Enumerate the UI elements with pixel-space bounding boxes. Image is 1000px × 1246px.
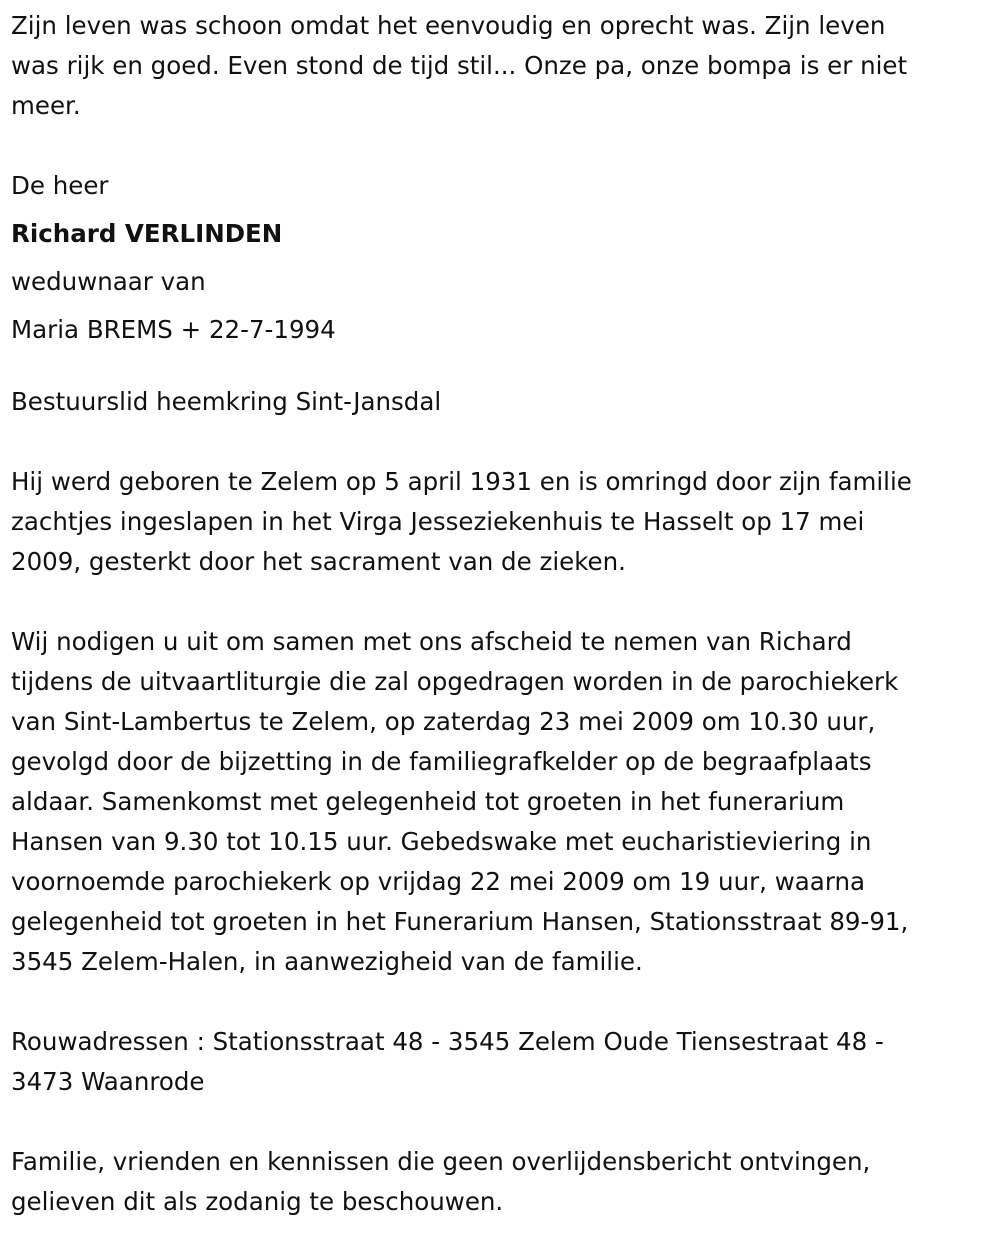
addresses-paragraph — [11, 1022, 988, 1102]
invitation-line: aldaar. Samenkomst met gelegenheid tot groeten in het funerarium — [11, 787, 845, 816]
invitation-line: 3545 Zelem-Halen, in aanwezigheid van de familie. — [11, 947, 643, 976]
intro-line: was rijk en goed. Even stond de tijd stil... Onze pa, onze bompa is er niet — [11, 51, 908, 80]
closing-line: gelieven dit als zodanig te beschouwen. — [11, 1187, 504, 1216]
relation: weduwnaar van — [11, 267, 206, 296]
invitation-line: tijdens de uitvaartliturgie die zal opgedragen worden in de parochiekerk — [11, 667, 899, 696]
closing-paragraph — [11, 1142, 988, 1222]
invitation-line: van Sint-Lambertus te Zelem, op zaterdag 23 mei 2009 om 10.30 uur, — [11, 707, 876, 736]
deceased-name: Richard VERLINDEN — [11, 219, 283, 248]
birth-death-paragraph — [11, 462, 988, 582]
invitation-line: Wij nodigen u uit om samen met ons afscheid te nemen van Richard — [11, 627, 852, 656]
birth-death-line: zachtjes ingeslapen in het Virga Jesseziekenhuis te Hasselt op 17 mei — [11, 507, 865, 536]
intro-line: Zijn leven was schoon omdat het eenvoudig en oprecht was. Zijn leven — [11, 11, 886, 40]
addresses-line: Rouwadressen : Stationsstraat 48 - 3545 Zelem Oude Tiensestraat 48 - — [11, 1027, 884, 1056]
invitation-line: voornoemde parochiekerk op vrijdag 22 mei 2009 om 19 uur, waarna — [11, 867, 866, 896]
birth-death-line: 2009, gesterkt door het sacrament van de zieken. — [11, 547, 626, 576]
invitation-line: Hansen van 9.30 tot 10.15 uur. Gebedswake met eucharistieviering in — [11, 827, 872, 856]
invitation-line: gelegenheid tot groeten in het Funerarium Hansen, Stationsstraat 89-91, — [11, 907, 909, 936]
honorific: De heer — [11, 171, 109, 200]
birth-death-line: Hij werd geboren te Zelem op 5 april 1931 en is omringd door zijn familie — [11, 467, 912, 496]
addresses-line: 3473 Waanrode — [11, 1067, 205, 1096]
intro-line: meer. — [11, 91, 81, 120]
spouse: Maria BREMS + 22-7-1994 — [11, 315, 336, 344]
invitation-line: gevolgd door de bijzetting in de familiegrafkelder op de begraafplaats — [11, 747, 872, 776]
role: Bestuurslid heemkring Sint-Jansdal — [11, 387, 442, 416]
invitation-paragraph — [11, 622, 988, 982]
intro-paragraph — [11, 6, 988, 126]
closing-line: Familie, vrienden en kennissen die geen overlijdensbericht ontvingen, — [11, 1147, 871, 1176]
